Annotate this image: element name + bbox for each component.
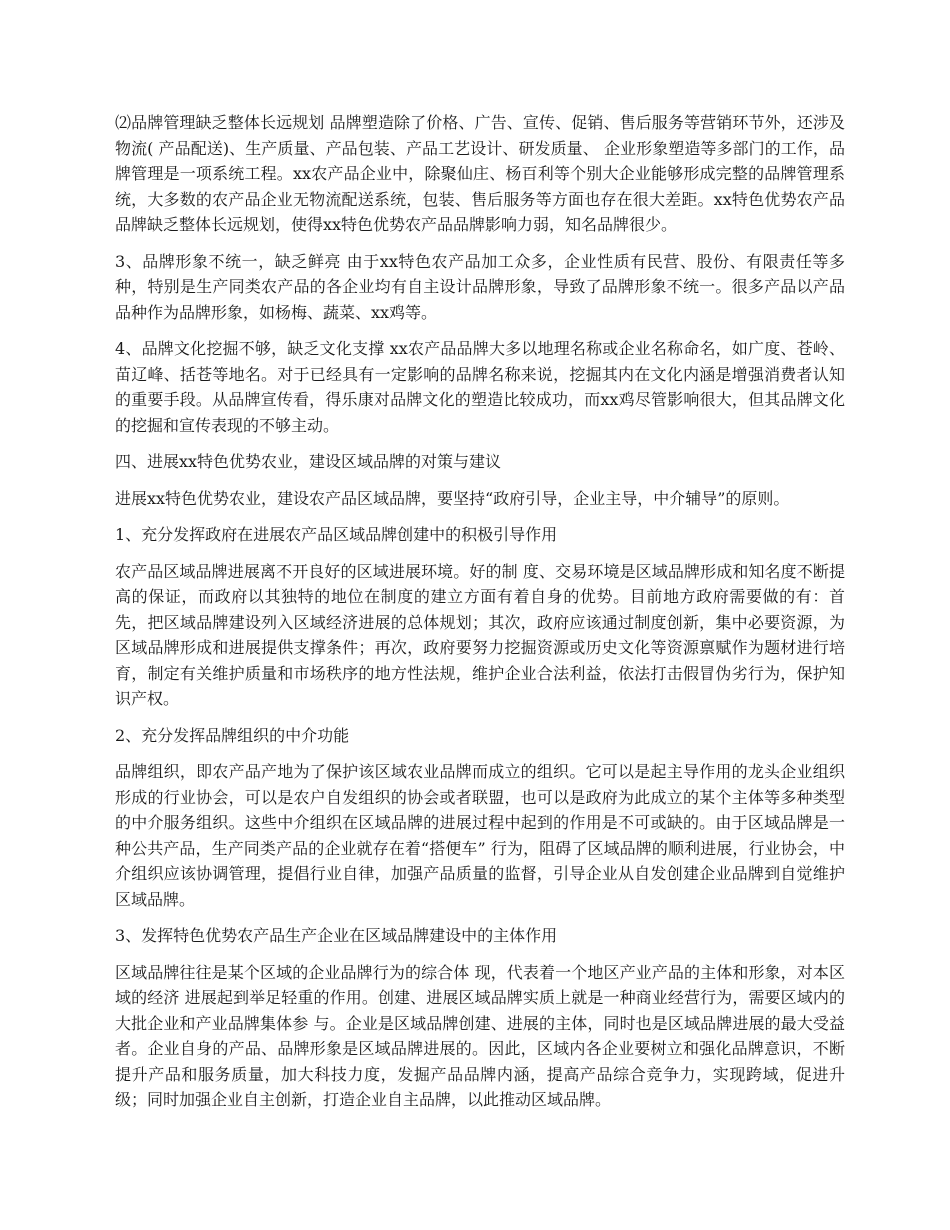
document-body <box>115 110 845 1124</box>
paragraph-enterprise-role: 区域品牌往往是某个区域的企业品牌行为的综合体 现，代表着一个地区产业产品的主体和形象，对本区域的经济 进展起到举足轻重的作用。创建、进展区域品牌实质上就是一种商业经营行为，需要区域内的大批企业和产业品牌集体参 与。企业是区域品牌创建、进展的主体，同时也是区域品牌进展的最大受益者。企业自身的产品、品牌形象是区域品牌进展的。因此，区域内各企业要树立和强化品牌意识，不断提升产品和服务质量，加大科技力度，发掘产品品牌内涵，提高产品综合竞争力，实现跨域，促进升级；同时加强企业自主创新，打造企业自主品牌，以此推动区域品牌。 <box>115 962 845 1109</box>
paragraph-brand-culture: 4、品牌文化挖掘不够，缺乏文化支撑 xx农产品品牌大多以地理名称或企业名称命名，如广度、苍岭、苗辽峰、括苍等地名。对于已经具有一定影响的品牌名称来说，挖掘其内在文化内涵是增强消费者认知的重要手段。从品牌宣传看，得乐康对品牌文化的塑造比较成功，而xx鸡尽管影响很大，但其品牌文化的挖掘和宣传表现的不够主动。 <box>115 339 845 435</box>
paragraph-brand-organization: 品牌组织，即农产品产地为了保护该区域农业品牌而成立的组织。它可以是起主导作用的龙头企业组织形成的行业协会，可以是农户自发组织的协会或者联盟，也可以是政府为此成立的某个主体等多种类型的中介服务组织。这些中介组织在区域品牌的进展过程中起到的作用是不可或缺的。由于区域品牌是一种公共产品，生产同类产品的企业就存在着“搭便车” 行为，阻碍了区域品牌的顺利进展，行业协会，中介组织应该协调管理，提倡行业自律，加强产品质量的监督，引导企业从自发创建企业品牌到自觉维护区域品牌。 <box>115 762 845 909</box>
subheading-government-role: 1、充分发挥政府在进展农产品区域品牌创建中的积极引导作用 <box>115 525 558 544</box>
paragraph-brand-image: 3、品牌形象不统一，缺乏鲜亮 由于xx特色农产品加工众多，企业性质有民营、股份、有限责任等多种，特别是生产同类农产品的各企业均有自主设计品牌形象，导致了品牌形象不统一。很多产品以产品品种作为品牌形象，如杨梅、蔬菜、xx鸡等。 <box>115 251 845 322</box>
paragraph-principle: 进展xx特色优势农业，建设农产品区域品牌，要坚持“政府引导，企业主导，中介辅导”的原则。 <box>115 488 790 508</box>
section-heading-strategies: 四、进展xx特色优势农业，建设区域品牌的对策与建议 <box>115 452 502 471</box>
paragraph-government-role: 农产品区域品牌进展离不开良好的区域进展环境。好的制 度、交易环境是区域品牌形成和知名度不断提高的保证，而政府以其独特的地位在制度的建立方面有着自身的优势。目前地方政府需要做的有：首先，把区域品牌建设列入区域经济进展的总体规划；其次，政府应该通过制度创新，集中必要资源，为区域品牌形成和进展提供支撑条件；再次，政府要努力挖掘资源或历史文化等资源禀赋作为题材进行培育，制定有关维护质量和市场秩序的地方性法规，维护企业合法利益，依法打击假冒伪劣行为，保护知识产权。 <box>115 561 845 708</box>
subheading-enterprise-role: 3、发挥特色优势农产品生产企业在区域品牌建设中的主体作用 <box>115 926 558 945</box>
paragraph-brand-management: ⑵品牌管理缺乏整体长远规划 品牌塑造除了价格、广告、宣传、促销、售后服务等营销环节外，还涉及物流( 产品配送)、生产质量、产品包装、产品工艺设计、研发质量、 企业形象塑造等多部门的工作，品牌管理是一项系统工程。xx农产品企业中，除聚仙庄、杨百利等个别大企业能够形成完整的品牌管理系统，大多数的农产品企业无物流配送系统，包装、售后服务等方面也存在很大差距。xx特色优势农产品品牌缺乏整体长远规划，使得xx特色优势农产品品牌影响力弱，知名品牌很少。 <box>115 113 845 234</box>
subheading-brand-organization: 2、充分发挥品牌组织的中介功能 <box>115 725 350 745</box>
